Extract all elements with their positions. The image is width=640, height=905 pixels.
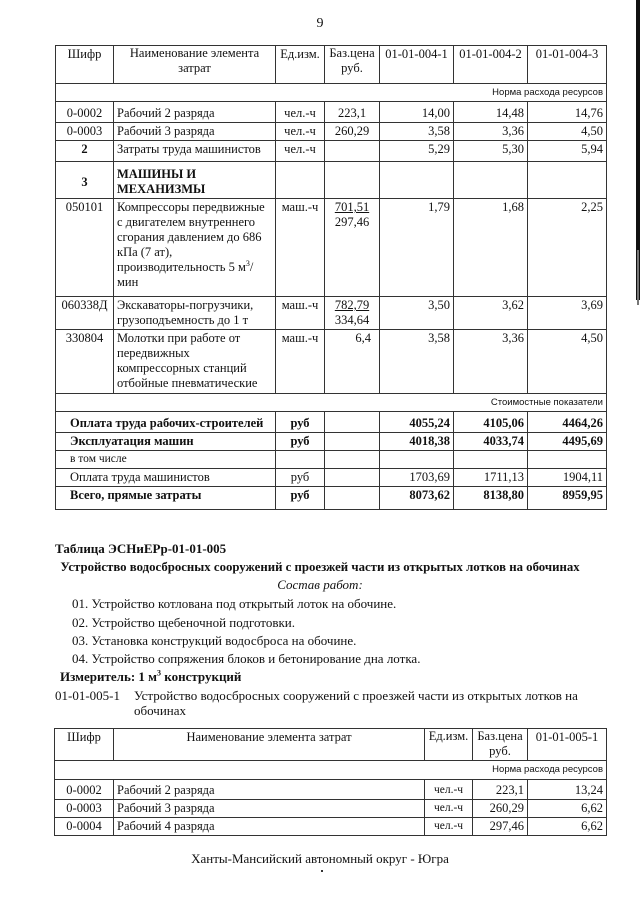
resource-table-01-01-004 (55, 45, 607, 510)
cell-price: 297,46 (473, 818, 528, 836)
cost-indicators-label: Стоимостные показатели (56, 394, 607, 412)
summary-value (454, 451, 528, 469)
header-col-005-1: 01-01-005-1 (528, 729, 607, 761)
cell-value: 3,62 (454, 297, 528, 330)
cell-unit: чел.-ч (425, 818, 473, 836)
table-row (56, 141, 607, 162)
superscript: 3 (245, 258, 250, 268)
price-secondary: 297,46 (334, 215, 370, 229)
summary-value: 1703,69 (380, 469, 454, 487)
cell-value: 1,79 (380, 199, 454, 297)
summary-name: в том числе (56, 451, 276, 469)
price-underlined: 782,79 (334, 298, 370, 312)
summary-value: 8138,80 (454, 487, 528, 510)
cell-code: 060338Д (56, 297, 114, 330)
cell-value: 5,30 (454, 141, 528, 162)
cell-unit: маш.-ч (276, 199, 325, 297)
cell-code: 0-0003 (56, 123, 114, 141)
item-text-line2: обочинах (134, 703, 186, 718)
table-row (56, 102, 607, 123)
cell-empty (276, 162, 325, 199)
work-item: 03. Установка конструкций водосброса на обочине. (72, 633, 357, 648)
norma-row (56, 84, 607, 102)
cell-unit: маш.-ч (276, 330, 325, 394)
summary-name: Оплата труда рабочих-строителей (56, 412, 276, 433)
norma-row (55, 761, 607, 780)
work-item: 04. Устройство сопряжения блоков и бетонирование дна лотка. (72, 651, 421, 666)
cell-code: 0-0003 (55, 800, 114, 818)
table-row (56, 330, 607, 394)
cell-value: 6,62 (528, 800, 607, 818)
item-text-line1: Устройство водосбросных сооружений с проезжей части из открытых лотков на (134, 688, 578, 703)
cell-empty (325, 412, 380, 433)
cell-unit: чел.-ч (425, 780, 473, 800)
cell-empty (380, 162, 454, 199)
header-base-price: Баз.цена руб. (473, 729, 528, 761)
table-header-row (55, 729, 607, 761)
cell-price: 260,29 (325, 123, 380, 141)
summary-row-total (56, 487, 607, 510)
cell-price: 6,4 (325, 330, 380, 394)
cell-name: Молотки при работе от передвижных компрессорных станций отбойные пневматические (114, 330, 276, 394)
cell-value: 5,94 (528, 141, 607, 162)
scan-dot (321, 870, 323, 872)
price-secondary: 334,64 (334, 313, 370, 327)
cell-unit: чел.-ч (276, 102, 325, 123)
summary-unit: руб (276, 469, 325, 487)
cell-price (325, 141, 380, 162)
header-unit: Ед.изм. (276, 46, 325, 84)
summary-value: 4055,24 (380, 412, 454, 433)
cell-unit: чел.-ч (276, 123, 325, 141)
cell-code: 3 (56, 162, 114, 199)
summary-row (56, 451, 607, 469)
summary-unit: руб (276, 487, 325, 510)
cell-name: Рабочий 3 разряда (114, 800, 425, 818)
table-id-heading: Таблица ЭСНиЕРр-01-01-005 (55, 541, 227, 556)
summary-value: 4018,38 (380, 433, 454, 451)
summary-value: 8959,95 (528, 487, 607, 510)
cell-code: 0-0004 (55, 818, 114, 836)
price-underlined: 701,51 (334, 200, 370, 214)
measure-line (60, 669, 241, 685)
work-item: 02. Устройство щебеночной подготовки. (72, 615, 295, 630)
summary-name: Оплата труда машинистов (56, 469, 276, 487)
header-name: Наименование элемента затрат (114, 729, 425, 761)
summary-value: 8073,62 (380, 487, 454, 510)
work-item: 01. Устройство котлована под открытый лоток на обочине. (72, 596, 397, 611)
cell-unit: чел.-ч (425, 800, 473, 818)
cost-indicators-row (56, 394, 607, 412)
norma-label: Норма расхода ресурсов (56, 84, 607, 102)
resource-table-01-01-005 (54, 728, 607, 836)
norma-label: Норма расхода ресурсов (55, 761, 607, 780)
cell-value: 13,24 (528, 780, 607, 800)
measure-prefix: Измеритель: 1 м (60, 669, 158, 684)
cell-name: Рабочий 3 разряда (114, 123, 276, 141)
superscript: 3 (157, 668, 162, 678)
summary-name: Всего, прямые затраты (56, 487, 276, 510)
header-col-004-3: 01-01-004-3 (528, 46, 607, 84)
cell-name: Рабочий 2 разряда (114, 780, 425, 800)
summary-row (56, 412, 607, 433)
summary-unit: руб (276, 433, 325, 451)
scan-edge-artifact-faint (637, 250, 639, 305)
cell-empty (454, 162, 528, 199)
table-row (55, 780, 607, 800)
measure-suffix: конструкций (161, 669, 242, 684)
summary-value: 4033,74 (454, 433, 528, 451)
summary-unit: руб (276, 412, 325, 433)
cell-unit: чел.-ч (276, 141, 325, 162)
cell-name: Затраты труда машинистов (114, 141, 276, 162)
header-code: Шифр (56, 46, 114, 84)
cell-price (325, 297, 380, 330)
cell-empty (325, 487, 380, 510)
summary-row (56, 433, 607, 451)
page-number: 9 (316, 16, 324, 31)
section-title: Устройство водосбросных сооружений с проезжей части из открытых лотков на обочинах (60, 560, 580, 574)
item-code: 01-01-005-1 (55, 688, 120, 703)
header-code: Шифр (55, 729, 114, 761)
cell-price: 223,1 (473, 780, 528, 800)
summary-value: 1711,13 (454, 469, 528, 487)
cell-empty (325, 433, 380, 451)
cell-empty (325, 451, 380, 469)
summary-unit (276, 451, 325, 469)
cell-name: Рабочий 4 разряда (114, 818, 425, 836)
cell-value: 5,29 (380, 141, 454, 162)
works-heading: Состав работ: (277, 577, 363, 592)
header-name: Наименование элемента затрат (114, 46, 276, 84)
name-text: Компрессоры передвижные с двигателем внутреннего сгорания давлением до 686 кПа (7 ат), производительность 5 м (117, 200, 265, 274)
cell-price: 223,1 (325, 102, 380, 123)
summary-value: 4105,06 (454, 412, 528, 433)
summary-value: 1904,11 (528, 469, 607, 487)
cell-empty (528, 162, 607, 199)
cell-value: 3,58 (380, 123, 454, 141)
cell-code: 2 (56, 141, 114, 162)
cell-value: 14,76 (528, 102, 607, 123)
cell-value: 3,69 (528, 297, 607, 330)
cell-name (114, 199, 276, 297)
table-row (55, 818, 607, 836)
cell-value: 3,50 (380, 297, 454, 330)
header-col-004-2: 01-01-004-2 (454, 46, 528, 84)
cell-value: 3,36 (454, 330, 528, 394)
page-footer: Ханты-Мансийский автономный округ - Югра (191, 851, 449, 866)
header-col-004-1: 01-01-004-1 (380, 46, 454, 84)
cell-empty (325, 162, 380, 199)
cell-code: 050101 (56, 199, 114, 297)
cell-value: 4,50 (528, 123, 607, 141)
name-tail: /мин (117, 260, 254, 289)
cell-value: 4,50 (528, 330, 607, 394)
cell-code: 0-0002 (56, 102, 114, 123)
table-row (56, 297, 607, 330)
cell-section-title: МАШИНЫ И МЕХАНИЗМЫ (114, 162, 276, 199)
table-row (56, 123, 607, 141)
cell-price: 260,29 (473, 800, 528, 818)
cell-value: 14,48 (454, 102, 528, 123)
section-row-machines (56, 162, 607, 199)
summary-value (380, 451, 454, 469)
cell-value: 14,00 (380, 102, 454, 123)
cell-code: 0-0002 (55, 780, 114, 800)
cell-name: Рабочий 2 разряда (114, 102, 276, 123)
summary-value (528, 451, 607, 469)
header-base-price: Баз.цена руб. (325, 46, 380, 84)
cell-value: 1,68 (454, 199, 528, 297)
summary-name: Эксплуатация машин (56, 433, 276, 451)
cell-code: 330804 (56, 330, 114, 394)
summary-value: 4495,69 (528, 433, 607, 451)
summary-row (56, 469, 607, 487)
cell-empty (325, 469, 380, 487)
table-row (56, 199, 607, 297)
table-row (55, 800, 607, 818)
cell-value: 6,62 (528, 818, 607, 836)
cell-name: Экскаваторы-погрузчики, грузоподъемность до 1 т (114, 297, 276, 330)
cell-value: 3,58 (380, 330, 454, 394)
cell-value: 3,36 (454, 123, 528, 141)
cell-price (325, 199, 380, 297)
summary-value: 4464,26 (528, 412, 607, 433)
cell-value: 2,25 (528, 199, 607, 297)
cell-unit: маш.-ч (276, 297, 325, 330)
header-unit: Ед.изм. (425, 729, 473, 761)
table-header-row (56, 46, 607, 84)
